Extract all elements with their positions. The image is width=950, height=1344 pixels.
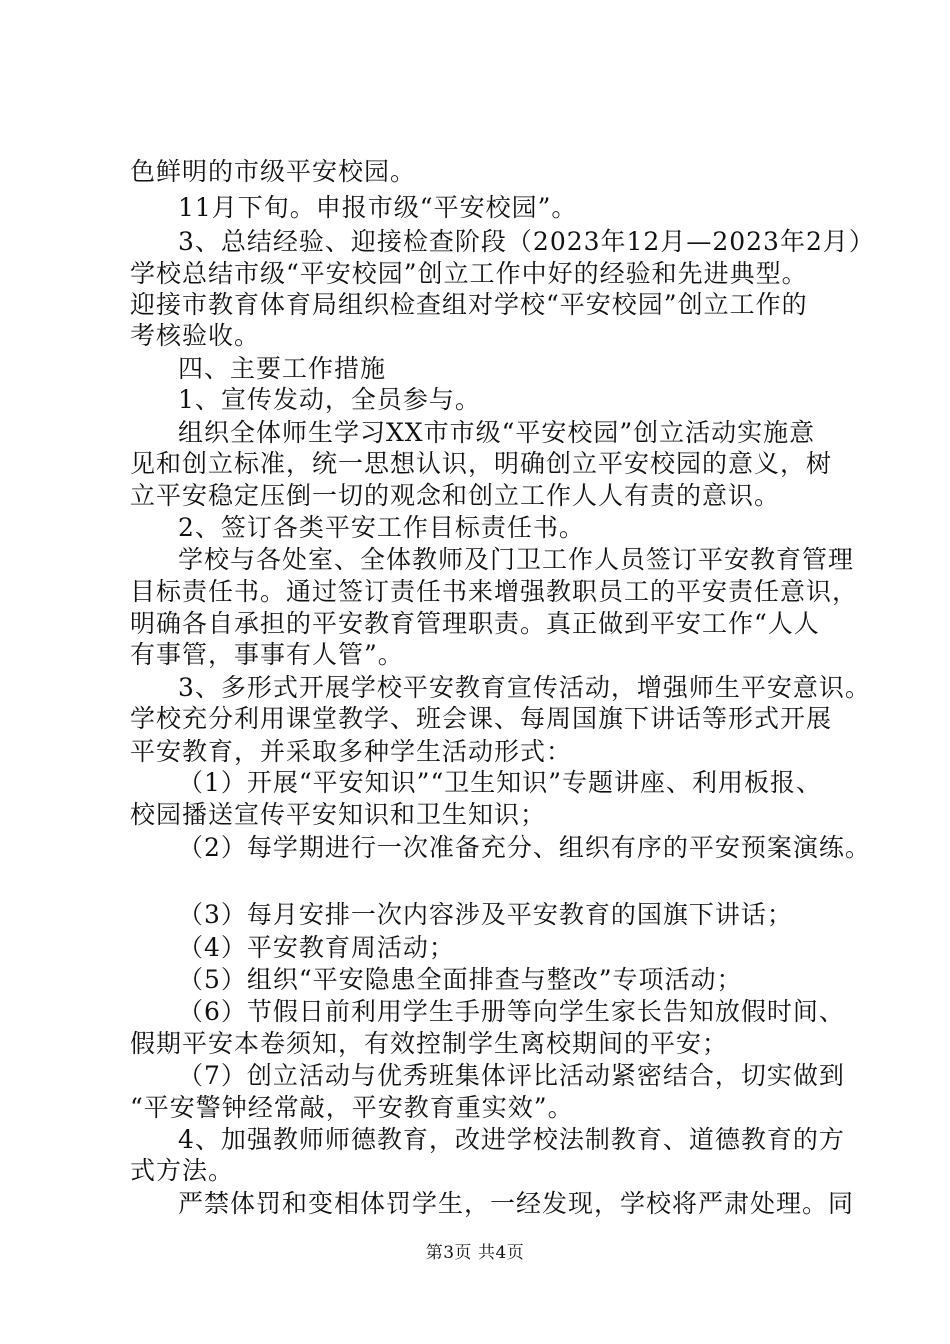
paragraph-line: 严禁体罚和变相体罚学生，一经发现，学校将严肃处理。同 bbox=[178, 1189, 855, 1218]
paragraph-line: 色鲜明的市级平安校园。 bbox=[130, 157, 417, 186]
paragraph-line: 假期平安本卷须知，有效控制学生离校期间的平安； bbox=[130, 1029, 729, 1058]
list-item: （7）创立活动与优秀班集体评比活动紧密结合，切实做到 bbox=[178, 1061, 845, 1090]
paragraph-line: 组织全体师生学习XX市市级“平安校园”创立活动实施意 bbox=[178, 418, 816, 447]
section-heading: 3、总结经验、迎接检查阶段（2023年12月—2023年2月） bbox=[178, 227, 875, 256]
list-item: （5）组织“平安隐患全面排查与整改”专项活动； bbox=[178, 965, 743, 994]
subsection-heading: 1、宣传发动，全员参与。 bbox=[178, 385, 481, 414]
subsection-heading: 3、多形式开展学校平安教育宣传活动，增强师生平安意识。 bbox=[178, 673, 871, 702]
paragraph-line: “平安警钟经常敲，平安教育重实效”。 bbox=[130, 1093, 574, 1122]
list-item: （4）平安教育周活动； bbox=[178, 933, 455, 962]
paragraph-line: 学校与各处室、全体教师及门卫工作人员签订平安教育管理 bbox=[178, 545, 855, 574]
list-item: （1）开展“平安知识”“卫生知识”专题讲座、利用板报、 bbox=[178, 768, 823, 797]
subsection-heading: 4、加强教师师德教育，改进学校法制教育、道德教育的方 bbox=[178, 1125, 845, 1154]
subsection-heading: 2、签订各类平安工作目标责任书。 bbox=[178, 513, 585, 542]
paragraph-line: 学校充分利用课堂教学、班会课、每周国旗下讲话等形式开展 bbox=[130, 704, 833, 733]
section-heading: 四、主要工作措施 bbox=[178, 354, 387, 383]
paragraph-line: 考核验收。 bbox=[130, 321, 261, 350]
paragraph-line: 平安教育，并采取多种学生活动形式： bbox=[130, 737, 573, 766]
list-item: （6）节假日前利用学生手册等向学生家长告知放假时间、 bbox=[178, 997, 845, 1026]
paragraph-line: 11月下旬。申报市级“平安校园”。 bbox=[178, 193, 578, 222]
page-number-footer: 第3页 共4页 bbox=[425, 1243, 525, 1263]
paragraph-line: 立平安稳定压倒一切的观念和创立工作人人有责的意识。 bbox=[130, 481, 781, 510]
paragraph-line: 见和创立标准，统一思想认识，明确创立平安校园的意义，树 bbox=[130, 449, 833, 478]
paragraph-line: 学校总结市级“平安校园”创立工作中好的经验和先进典型。 bbox=[130, 259, 808, 288]
paragraph-line: 式方法。 bbox=[130, 1156, 235, 1185]
paragraph-line: 迎接市教育体育局组织检查组对学校“平安校园”创立工作的 bbox=[130, 290, 808, 319]
paragraph-line: 有事管，事事有人管”。 bbox=[130, 640, 404, 669]
list-item: （3）每月安排一次内容涉及平安教育的国旗下讲话； bbox=[178, 900, 793, 929]
paragraph-line: 目标责任书。通过签订责任书来增强教职员工的平安责任意识， bbox=[130, 577, 859, 606]
paragraph-line: 校园播送宣传平安知识和卫生知识； bbox=[130, 800, 547, 829]
paragraph-line: 明确各自承担的平安教育管理职责。真正做到平安工作“人人 bbox=[130, 609, 820, 638]
list-item: （2）每学期进行一次准备充分、组织有序的平安预案演练。 bbox=[178, 833, 871, 862]
